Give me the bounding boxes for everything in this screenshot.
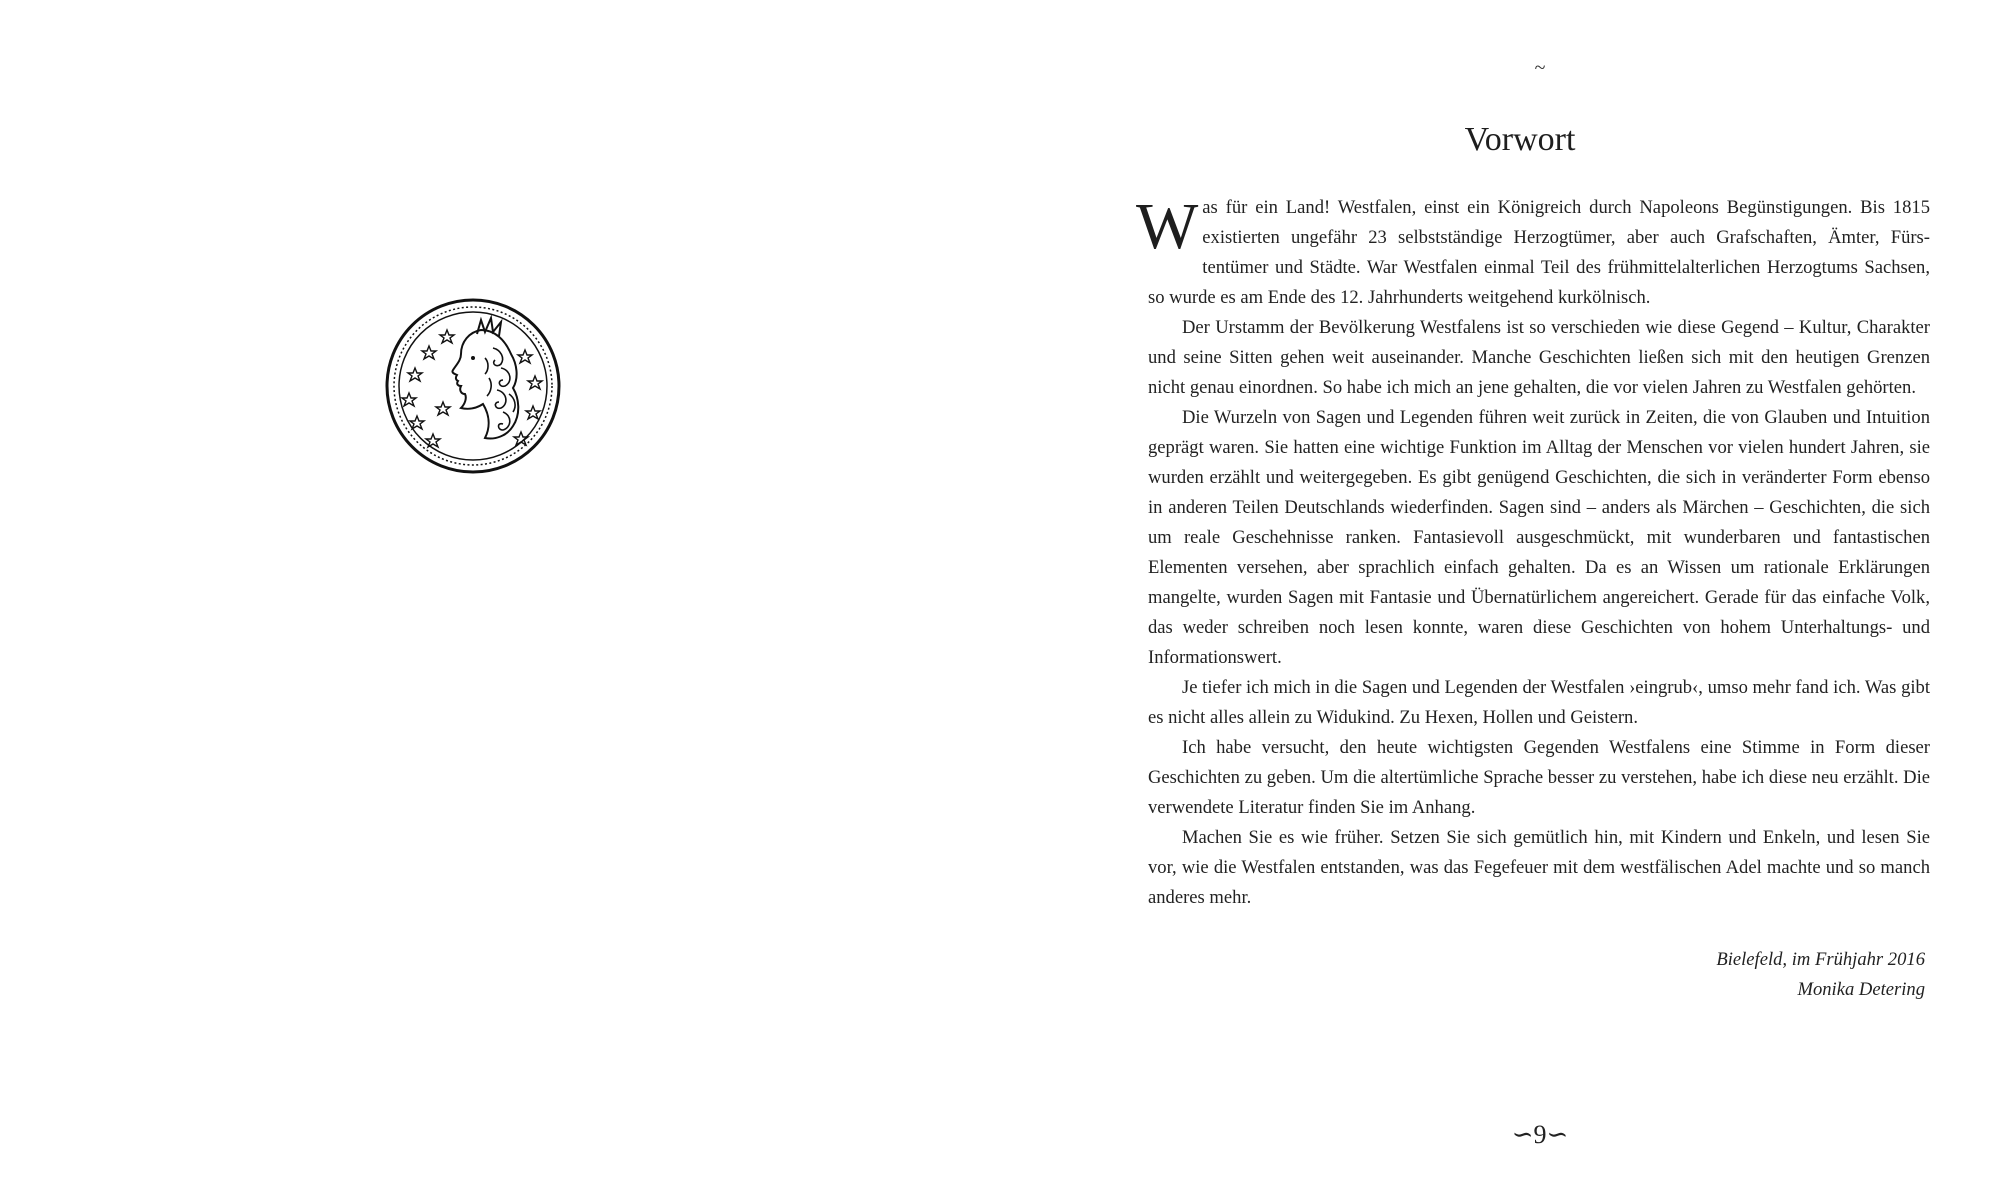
coin-medallion-icon xyxy=(385,298,561,474)
paragraph-3: Die Wurzeln von Sagen und Legenden führen weit zurück in Zeiten, die von Glauben und Intuition geprägt waren. Sie hatten eine wichtige Funktion im Alltag der Menschen vor vielen hundert Jahren, sie wurden erzählt und weitergegeben. Es gibt genügend Geschichten, die sich in veränderter Form ebenso in anderen Teilen Deutschlands wiederfinden. Sagen sind – anders als Märchen – Geschichten, die sich um reale Geschehnisse ranken. Fantasievoll ausgeschmückt, mit wunderbaren und fantastischen Elementen versehen, aber sprachlich einfach gehalten. Da es an Wissen um rationale Erklärungen mangelte, wurden Sagen mit Fantasie und Übernatürlichem angereichert. Gerade für das einfache Volk, das weder schreiben noch lesen konnte, waren diese Geschichten von hohem Unterhaltungs- und Informationswert. xyxy=(1148,407,1930,668)
signature-name: Monika Detering xyxy=(1797,979,1925,1000)
paragraph-5: Ich habe versucht, den heute wichtigsten Gegenden Westfalens eine Stimme in Form dieser Geschichten zu geben. Um die altertümliche Sprache besser zu verstehen, habe ich diese neu erzählt. Die verwendete Literatur finden Sie im Anhang. xyxy=(1148,737,1930,818)
paragraph-4: Je tiefer ich mich in die Sagen und Legenden der Westfalen ›eingrub‹, umso mehr fand ich. Was gibt es nicht alles allein zu Widukind. Zu Hexen, Hollen und Geistern. xyxy=(1148,677,1930,728)
body-text xyxy=(1136,190,1930,913)
paragraph-1 xyxy=(1136,190,1930,313)
drop-cap: W xyxy=(1136,190,1199,263)
right-page xyxy=(1000,0,1999,1200)
page-number: ∽9∽ xyxy=(1511,1120,1569,1149)
paragraph-1-text: as für ein Land! Westfalen, einst ein Königreich durch Napoleons Begünstigungen. Bis 1815 existierten ungefähr 23 selbstständige Herzogtümer, aber auch Grafschaften, Ämter, Fürstentümer und Städte. War Westfalen einmal Teil des frühmittelalterlichen Herzogtums Sachsen, so wurde es am Ende des 12. Jahrhunderts weitgehend kurkölnisch. xyxy=(1148,197,1930,308)
top-ornament: ~ xyxy=(1534,57,1546,79)
paragraph-6: Machen Sie es wie früher. Setzen Sie sich gemütlich hin, mit Kindern und Enkeln, und lesen Sie vor, wie die Westfalen entstanden, was das Fegefeuer mit dem westfälischen Adel machte und so manch anderes mehr. xyxy=(1148,827,1930,908)
paragraph-2: Der Urstamm der Bevölkerung Westfalens ist so verschieden wie diese Gegend – Kultur, Charakter und seine Sitten gehen weit auseinander. Manche Geschichten ließen sich mit den heutigen Grenzen nicht genau einordnen. So habe ich mich an jene gehalten, die vor vielen Jahren zu Westfalen gehörten. xyxy=(1148,317,1930,398)
signature xyxy=(1560,945,1925,1005)
chapter-title: Vorwort xyxy=(1464,121,1576,158)
signature-place: Bielefeld, im Frühjahr 2016 xyxy=(1716,949,1925,970)
